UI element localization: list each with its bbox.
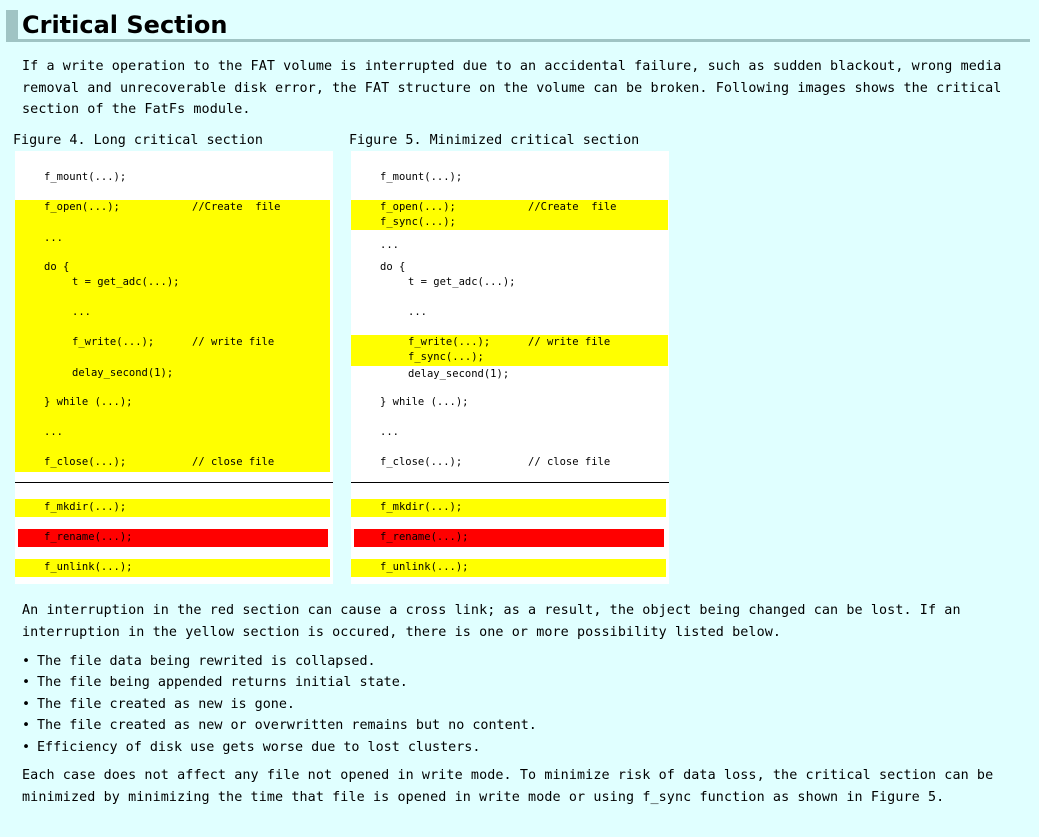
code-line: f_unlink(...); (44, 561, 133, 573)
bullet-icon: • (22, 654, 31, 669)
code-line: ... (72, 306, 91, 318)
code-line: t = get_adc(...); (72, 276, 180, 288)
list-item-text: Efficiency of disk use gets worse due to lost clusters. (37, 739, 481, 755)
bullet-icon: • (22, 696, 31, 712)
list-item (22, 651, 537, 672)
code-line: ... (380, 239, 399, 251)
code-comment: // close file (192, 456, 275, 468)
explanation-line: An interruption in the red section can cause a cross link; as a result, the object being changed can be lost. If an (22, 603, 961, 618)
bullet-icon: • (22, 718, 31, 734)
code-comment: //Create file (192, 201, 281, 213)
figure-4-caption: Figure 4. Long critical section (13, 133, 263, 148)
figure-5-caption: Figure 5. Minimized critical section (349, 133, 640, 148)
list-item (22, 737, 537, 758)
code-line: f_rename(...); (380, 531, 469, 543)
code-line: f_mkdir(...); (44, 501, 127, 513)
code-line: f_sync(...); (380, 216, 456, 228)
list-item-text: The file being appended returns initial state. (37, 675, 408, 691)
code-line: f_sync(...); (408, 351, 484, 363)
code-line: do { (380, 261, 406, 273)
code-line: f_close(...); (380, 456, 463, 468)
code-line: delay_second(1); (72, 367, 174, 379)
closing-line (22, 787, 1002, 809)
list-item-text: The file created as new is gone. (37, 696, 295, 712)
code-line: f_open(...); (44, 201, 120, 213)
list-item (22, 694, 537, 715)
intro-line: If a write operation to the FAT volume is interrupted due to an accidental failure, such as sudden blackout, wrong media (22, 59, 1002, 74)
closing-text: minimized by minimizing the time that file is opened in write mode or using (22, 789, 643, 805)
code-line: f_mount(...); (380, 171, 463, 183)
possibility-list (22, 651, 537, 758)
closing-text: function as shown in Figure 5. (691, 789, 945, 805)
list-item (22, 672, 537, 693)
code-comment: // write file (528, 336, 611, 348)
code-line: f_close(...); (44, 456, 127, 468)
code-line: } while (...); (44, 396, 133, 408)
list-item (22, 715, 537, 736)
code-line: t = get_adc(...); (408, 276, 516, 288)
code-line: ... (380, 426, 399, 438)
code-line: f_rename(...); (44, 531, 133, 543)
code-line: f_unlink(...); (380, 561, 469, 573)
intro-line: section of the FatFs module. (22, 102, 251, 117)
section-title: Critical Section (6, 10, 1030, 42)
divider-line (15, 482, 333, 483)
code-line: f_mount(...); (44, 171, 127, 183)
code-line: do { (44, 261, 70, 273)
bullet-icon: • (22, 739, 31, 755)
figure-5-diagram (351, 151, 669, 584)
figure-4-diagram (15, 151, 333, 584)
code-line: ... (44, 232, 63, 244)
code-comment: // close file (528, 456, 611, 468)
divider-line (351, 482, 669, 483)
intro-paragraph (22, 56, 1002, 121)
f-sync-code: f_sync (642, 789, 692, 805)
code-line: ... (44, 426, 63, 438)
code-line: delay_second(1); (408, 368, 510, 380)
yellow-section (351, 335, 668, 366)
list-item-text: The file data being rewrited is collapsed. (37, 654, 376, 669)
explanation-line: interruption in the yellow section is occured, there is one or more possibility listed below. (22, 624, 782, 640)
closing-line: Each case does not affect any file not opened in write mode. To minimize risk of data loss, the critical section can be (22, 768, 994, 783)
code-comment: //Create file (528, 201, 617, 213)
bullet-icon: • (22, 675, 31, 691)
code-line: f_open(...); (380, 201, 456, 213)
code-line: ... (408, 306, 427, 318)
code-line: } while (...); (380, 396, 469, 408)
intro-line: removal and unrecoverable disk error, the FAT structure on the volume can be broken. Following images shows the critical (22, 80, 1002, 96)
code-line: f_mkdir(...); (380, 501, 463, 513)
list-item-text: The file created as new or overwritten remains but no content. (37, 718, 537, 734)
explanation-paragraph (22, 600, 1002, 643)
code-line: f_write(...); (72, 336, 155, 348)
code-line: f_write(...); (408, 336, 491, 348)
closing-paragraph (22, 765, 1002, 808)
code-comment: // write file (192, 336, 275, 348)
